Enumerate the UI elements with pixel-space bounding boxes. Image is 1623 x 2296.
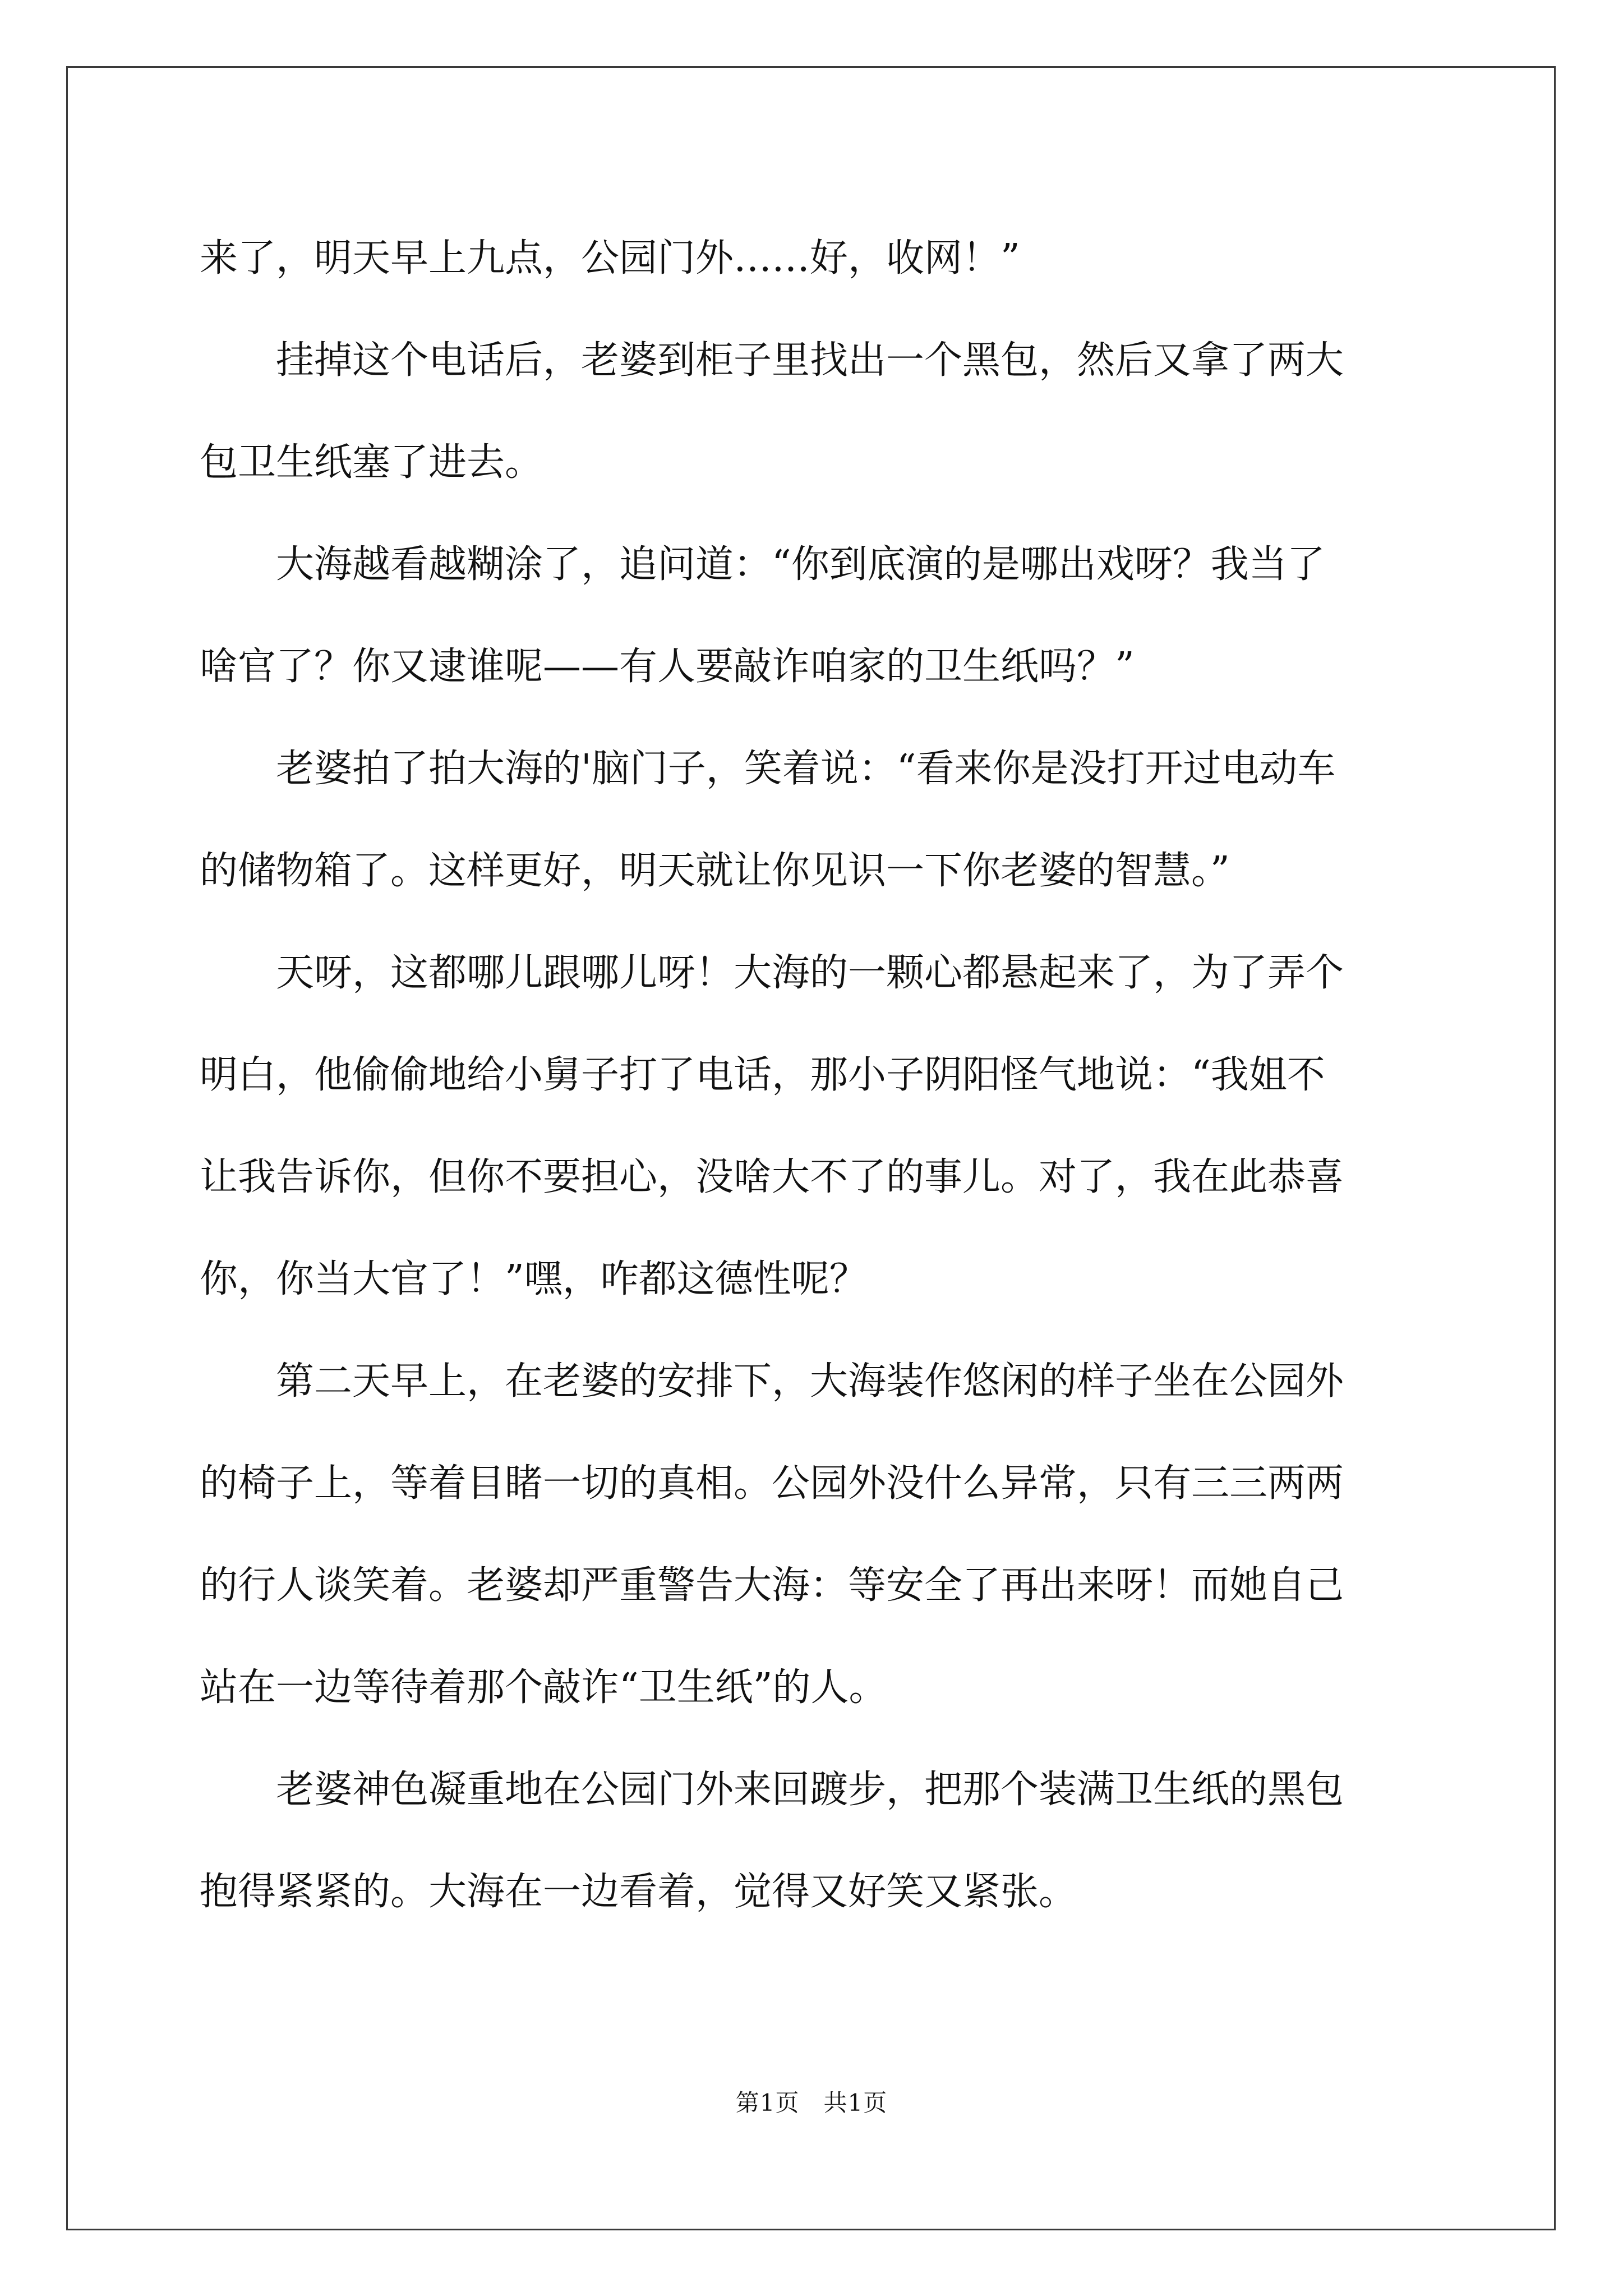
paragraph: 第二天早上，在老婆的安排下，大海装作悠闲的样子坐在公园外 的椅子上，等着目睹一切的真相。公园外没什么异常，只有三三两两 的行人谈笑着。老婆却严重警告大海：等安全了再出来呀！而她自己 站在一边等待着那个敲诈“卫生纸”的人。 [200,1359,1344,1710]
paragraph: 天呀，这都哪儿跟哪儿呀！大海的一颗心都悬起来了，为了弄个 明白，他偷偷地给小舅子打了电话，那小子阴阳怪气地说：“我姐不 让我告诉你，但你不要担心，没啥大不了的事儿。对了，我在此恭喜 你，你当大官了！”嘿，咋都这德性呢？ [200,951,1344,1301]
paragraph: 老婆拍了拍大海的'脑门子，笑着说：“看来你是没打开过电动车 的储物箱了。这样更好，明天就让你见识一下你老婆的智慧。” [200,747,1336,893]
paragraph: 老婆神色凝重地在公园门外来回踱步，把那个装满卫生纸的黑包 抱得紧紧的。大海在一边看着，觉得又好笑又紧张。 [200,1768,1344,1914]
page-number-footer: 第1页 共1页 [735,2089,888,2116]
paragraph: 大海越看越糊涂了，追问道：“你到底演的是哪出戏呀？我当了 啥官了？你又逮谁呢——有人要敲诈咱家的卫生纸吗？” [200,542,1325,689]
paragraph: 挂掉这个电话后，老婆到柜子里找出一个黑包，然后又拿了两大 包卫生纸塞了进去。 [200,338,1344,485]
paragraph: 来了，明天早上九点，公园门外……好，收网！” [200,236,1020,280]
document-body [200,208,1428,1943]
